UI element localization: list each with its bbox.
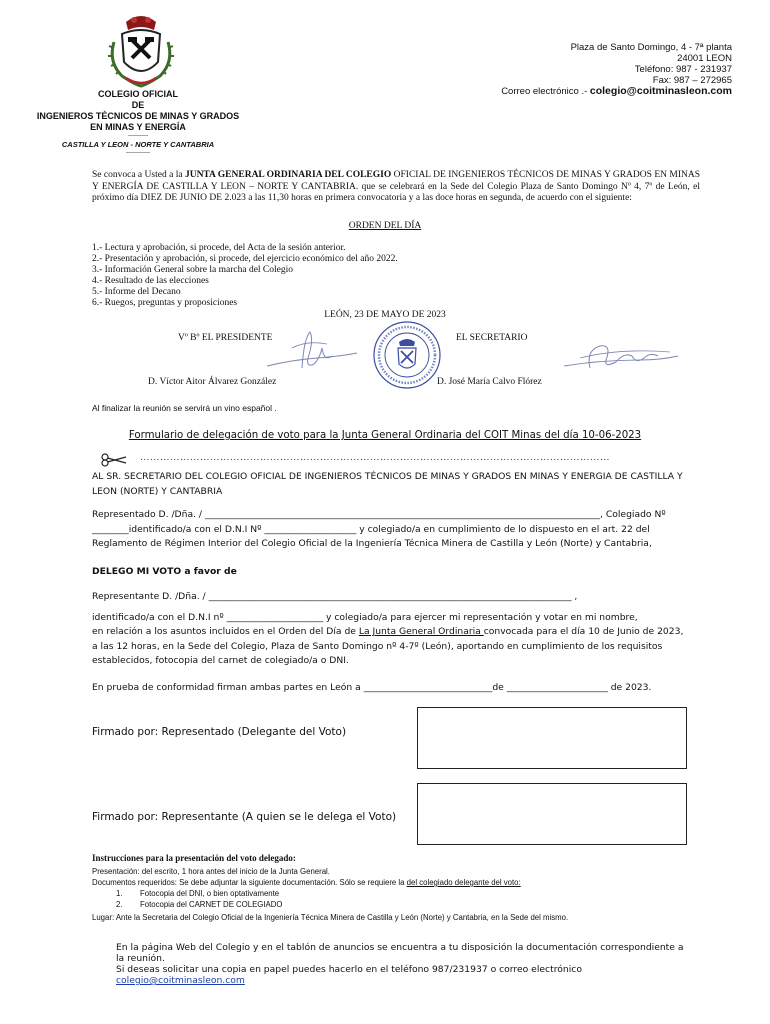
org-line: INGENIEROS TÉCNICOS DE MINAS Y GRADOS bbox=[36, 111, 240, 121]
org-region: CASTILLA Y LEON - NORTE Y CANTABRIA bbox=[61, 140, 215, 149]
represented-line-3: Reglamento de Régimen Interior del Colegio Oficial de la Ingeniería Técnica Minera de Castilla y León (Norte) y Cantabria, bbox=[92, 538, 652, 549]
fax: Fax: 987 – 272965 bbox=[652, 75, 732, 86]
signed-by-representative: Firmado por: Representante (A quien se le delega el Voto) bbox=[92, 811, 397, 823]
rep-line-3b: convocada para el día 10 de Junio de 2023, bbox=[483, 626, 684, 637]
org-line: DE bbox=[131, 100, 145, 110]
convocation-paragraph bbox=[92, 170, 700, 205]
convocation-rest: OFICIAL DE INGENIEROS TÉCNICOS DE MINAS Y GRADOS EN MINAS Y ENERGÍA DE CASTILLA Y LEON – NORTE Y CANTABRIA. que se celebrará en la Sede del Colegio Plaza de Santo Domingo Nº 4, 7º de León, el próximo día DIEZ DE JUNIO DE 2.023 a las 11,30 horas en primera convocatoria y a las doce horas en segunda, de acuerdo con el siguiente: bbox=[92, 170, 700, 203]
divider: ------------ bbox=[126, 150, 150, 156]
doc-item: Fotocopia del CARNET DE COLEGIADO bbox=[140, 900, 283, 909]
instructions-docs-underlined: del colegiado delegante del voto: bbox=[406, 878, 521, 887]
org-line: EN MINAS Y ENERGÍA bbox=[90, 122, 186, 132]
wine-note: Al finalizar la reunión se servirá un vino español . bbox=[92, 403, 277, 413]
instructions-docs: Documentos requeridos: Se debe adjuntar la siguiente documentación. Sólo se requiere la bbox=[92, 878, 407, 887]
president-signature bbox=[262, 328, 362, 378]
representative-line-4: a las 12 horas, en la Sede del Colegio, Plaza de Santo Domingo nº 4-7º (León), aportando en cumplimiento de los requisitos bbox=[92, 640, 663, 652]
phone: Teléfono: 987 - 231937 bbox=[634, 64, 732, 75]
web-note-line-2: la reunión. bbox=[116, 953, 165, 964]
org-name bbox=[28, 89, 248, 157]
representative-block bbox=[92, 590, 712, 669]
agenda-item: 2.- Presentación y aprobación, si procede, del ejercicio económico del año 2022. bbox=[92, 254, 398, 264]
convocation-bold: JUNTA GENERAL ORDINARIA DEL COLEGIO bbox=[184, 170, 392, 180]
web-note-line-3: Si deseas solicitar una copia en papel puedes hacerlo en el teléfono 987/231937 o correo electrónico bbox=[116, 964, 582, 975]
delego-heading: DELEGO MI VOTO a favor de bbox=[92, 566, 237, 577]
postal-code: 24001 LEON bbox=[677, 53, 732, 64]
delegant-signature-box[interactable] bbox=[417, 707, 687, 769]
agenda-item: 4.- Resultado de las elecciones bbox=[92, 276, 209, 286]
address: Plaza de Santo Domingo, 4 - 7ª planta bbox=[570, 42, 732, 53]
web-note-line-1: En la página Web del Colegio y en el tablón de anuncios se encuentra a tu disposición la documentación correspondiente a bbox=[116, 942, 684, 953]
instructions-body bbox=[92, 866, 712, 923]
rep-line-3a: en relación a los asuntos incluidos en el Orden del Día de bbox=[92, 626, 359, 637]
contact-block bbox=[501, 42, 732, 97]
represented-line-1[interactable]: Representado D. /Dña. / ______________________________________________________________________________________, Colegiado Nº bbox=[92, 509, 666, 520]
junta-link: La Junta General Ordinaria bbox=[358, 626, 484, 637]
doc-item-number: 2. bbox=[116, 900, 123, 909]
org-line: COLEGIO OFICIAL bbox=[98, 89, 178, 99]
signed-by-delegant: Firmado por: Representado (Delegante del Voto) bbox=[92, 726, 347, 738]
doc-item-number: 1. bbox=[116, 889, 123, 898]
secretary-label: EL SECRETARIO bbox=[456, 333, 528, 343]
web-note bbox=[116, 942, 698, 986]
representative-signature-box[interactable] bbox=[417, 783, 687, 845]
divider: ---------- bbox=[128, 133, 148, 139]
agenda-item: 3.- Información General sobre la marcha del Colegio bbox=[92, 265, 294, 275]
representative-line-1[interactable]: Representante D. /Dña. / _______________________________________________________________________________ , bbox=[92, 591, 578, 602]
president-label: Vº Bº EL PRESIDENTE bbox=[178, 333, 273, 343]
form-title: Formulario de delegación de voto para la Junta General Ordinaria del COIT Minas del día 10-06-2023 bbox=[128, 430, 642, 441]
doc-item: Fotocopia del DNI, o bien optativamente bbox=[140, 889, 280, 898]
form-addressee: AL SR. SECRETARIO DEL COLEGIO OFICIAL DE INGENIEROS TÉCNICOS DE MINAS Y GRADOS EN MINAS Y ENERGIA DE CASTILLA Y LEON (NORTE) Y CANTABRIA bbox=[92, 471, 683, 497]
email-link[interactable]: colegio@coitminasleon.com bbox=[116, 975, 245, 986]
instructions-presentation: Presentación: del escrito, 1 hora antes del inicio de la Junta General. bbox=[92, 867, 330, 876]
representative-line-2[interactable]: identificado/a con el D.N.I nº _____________________ y colegiado/a para ejercer mi representación y votar en mi nombre, bbox=[92, 611, 638, 623]
email-label: Correo electrónico .- bbox=[501, 86, 590, 97]
official-seal bbox=[370, 320, 444, 390]
convocation-intro: Se convoca a Usted a la bbox=[92, 170, 185, 180]
agenda-list bbox=[92, 243, 398, 309]
college-crest-logo bbox=[104, 12, 178, 90]
representative-line-5: establecidos, fotocopia del carnet de colegiado/a o DNI. bbox=[92, 655, 349, 666]
representative-line-3 bbox=[92, 625, 712, 640]
agenda-item: 6.- Ruegos, preguntas y proposiciones bbox=[92, 298, 238, 308]
agenda-title: ORDEN DEL DÍA bbox=[348, 221, 422, 231]
instructions-title: Instrucciones para la presentación del voto delegado: bbox=[92, 853, 296, 863]
secretary-signature bbox=[560, 338, 680, 378]
instructions-place: Lugar: Ante la Secretaria del Colegio Oficial de la Ingeniería Técnica Minera de Castilla y León (Norte) y Cantabria, en la Sede del mismo. bbox=[92, 913, 569, 922]
agenda-item: 1.- Lectura y aprobación, si procede, del Acta de la sesión anterior. bbox=[92, 243, 346, 253]
date-line: LEÓN, 23 DE MAYO DE 2023 bbox=[324, 310, 446, 320]
conformity-line[interactable]: En prueba de conformidad firman ambas partes en León a ____________________________de ______________________ de 2023. bbox=[92, 682, 652, 693]
cut-line: …………………………………………………………………………………………………………………………… bbox=[140, 453, 610, 463]
represented-block bbox=[92, 508, 712, 552]
secretary-name: D. José María Calvo Flórez bbox=[437, 377, 542, 387]
president-name: D. Víctor Aitor Álvarez González bbox=[148, 377, 277, 387]
email-link[interactable]: colegio@coitminasleon.com bbox=[589, 85, 732, 97]
agenda-item: 5.- Informe del Decano bbox=[92, 287, 181, 297]
scissors-icon bbox=[100, 453, 128, 467]
represented-line-2[interactable]: ________identificado/a con el D.N.I Nº ____________________ y colegiado/a en cumplimiento de lo dispuesto en el art. 22 del bbox=[92, 523, 650, 535]
